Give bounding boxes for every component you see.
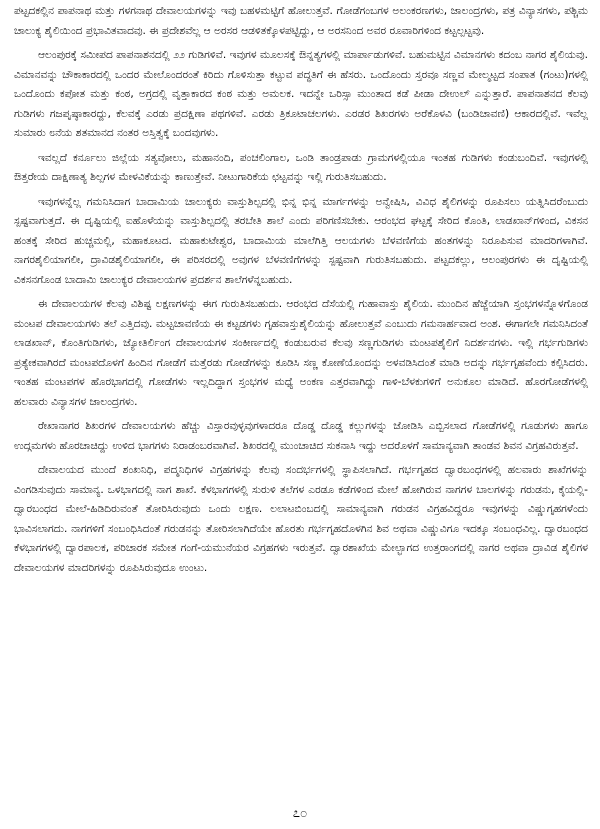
document-page <box>14 2 588 802</box>
paragraph-3: ಇವಲ್ಲದೆ ಕರ್ನೂಲು ಜಿಲ್ಲೆಯ ಸತ್ಯವೋಲು, ಮಹಾನಂದಿ, ಪಂಚಲಿಂಗಾಲ, ಒಂಡಿ ತಾಂಡ್ರಪಾಡು ಗ್ರಾಮಗಳಲ್ಲಿಯೂ ಇಂತಹ ಗುಡಿಗಳು ಕಂಡುಬಂದಿವೆ. ಇವುಗಳಲ್ಲಿ ಔತ್ತರೇಯ ದಾಕ್ಷಿಣಾತ್ಯ ಶಿಲ್ಪಗಳ ಮೇಳವಿಕೆಯನ್ನು ಕಾಣುತ್ತೇವೆ. ನೀಟುಗಾರಿಕೆಯ ಛಟ್ಟವನ್ನು ಇಲ್ಲಿ ಗುರುತಿಸಬಹುದು. <box>14 151 588 183</box>
paragraph-1: ಪಟ್ಟದಕಲ್ಲಿನ ಪಾಪನಾಥ ಮತ್ತು ಗಳಗನಾಥ ದೇವಾಲಯಗಳನ್ನು ಇವು ಬಹಳಮಟ್ಟಿಗೆ ಹೋಲುತ್ತವೆ. ಗೋಡೆಗಂಬಗಳ ಅಲಂಕರಣಗಳು, ಜಾಲಂದ್ರಗಳು, ಪತ್ರ ವಿನ್ಯಾಸಗಳು, ಪಶ್ಚಿಮ ಚಾಲುಕ್ಯ ಶೈಲಿಯಿಂದ ಪ್ರಭಾವಿತವಾದವು. ಈ ಪ್ರದೇಶವೆಲ್ಲ ಆ ಅರಸರ ಆಡಳಿತಕ್ಕೊಳಪಟ್ಟಿದ್ದು, ಆ ಅರಸನಿಂದ ಅವರ ರೂವಾರಿಗಳಿಂದ ಕಟ್ಟಲ್ಪಟ್ಟವು. <box>14 5 588 37</box>
paragraph-6: ರೇಖಾನಾಗರ ಶಿಖರಗಳ ದೇವಾಲಯಗಳು ಹೆಚ್ಚು ವಿಸ್ತಾರವುಳ್ಳವುಗಳಾದರೂ ದೊಡ್ಡ ದೊಡ್ಡ ಕಲ್ಲುಗಳನ್ನು ಜೋಡಿಸಿ ಎಬ್ಬಿಸಲಾದ ಗೋಡೆಗಳಲ್ಲಿ ಗೂಡುಗಳು ಹಾಗೂ ಉದ್ಗಮಗಳು ಹೊರಚಾಚಿದ್ದು ಉಳಿದ ಭಾಗಗಳು ನಿರಾಡಂಬರವಾಗಿವೆ. ಶಿಖರದಲ್ಲಿ ಮುಂಚಾಚಿದ ಸುಕನಾಸಿ ಇದ್ದು ಅದರೊಳಗೆ ಸಾಮಾನ್ಯವಾಗಿ ತಾಂಡವ ಶಿವನ ವಿಗ್ರಹವಿರುತ್ತವೆ. <box>14 420 588 452</box>
paragraph-4: ಇವುಗಳನ್ನೆಲ್ಲ ಗಮನಿಸಿದಾಗ ಬಾದಾಮಿಯ ಚಾಲುಕ್ಯರು ವಾಸ್ತುಶಿಲ್ಪದಲ್ಲಿ ಭಿನ್ನ ಭಿನ್ನ ಮಾರ್ಗಗಳನ್ನು ಅನ್ವೇಷಿಸಿ, ವಿವಿಧ ಶೈಲಿಗಳನ್ನು ರೂಪಿಸಲು ಯತ್ನಿಸಿದರೆಂಬುದು ಸ್ಪಷ್ಟವಾಗುತ್ತದೆ. ಈ ದೃಷ್ಟಿಯಲ್ಲಿ ಐಹೊಳೆಯನ್ನು ವಾಸ್ತುಶಿಲ್ಪದಲ್ಲಿ ತರಬೇತಿ ಶಾಲೆ ಎಂದು ಪರಿಗಣಿಸಬೇಕು. ಆರಂಭದ ಘಟ್ಟಕ್ಕೆ ಸೇರಿದ ಕೊಂತಿ, ಲಾಡಖಾನ್‌ಗಳಿಂದ, ವಿಕಸನ ಹಂತಕ್ಕೆ ಸೇರಿದ ಹುಚ್ಚಮಲ್ಲಿ, ಮಹಾಕೂಟದ. ಮಹಾಕುಟೇಶ್ವರ, ಬಾದಾಮಿಯ ಮಾಲೆಗಿತ್ತಿ ಆಲಯಗಳು ಬೆಳವಣಿಗೆಯ ಹಂತಗಳನ್ನು ನಿರೂಪಿಸುವ ಮಾದರಿಗಳಾಗಿವೆ. ನಾಗರಶೈಲಿಯಾಗಲೀ, ದ್ರಾವಿಡಶೈಲಿಯಾಗಲೀ, ಈ ಪರಿಸರದಲ್ಲಿ ಅವುಗಳ ಬೆಳವಣಿಗೆಗಳನ್ನು ಸ್ಪಷ್ಟವಾಗಿ ಗುರುತಿಸಬಹುದು. ಪಟ್ಟದಕಲ್ಲು, ಆಲಂಪುರಗಳು ಈ ದೃಷ್ಟಿಯಲ್ಲಿ ವಿಕಸನಗೊಂಡ ಬಾದಾಮಿ ಚಾಲುಕ್ಯರ ದೇವಾಲಯಗಳ ಪ್ರದರ್ಶನ ಶಾಲೆಗಳೆನ್ನಬಹುದು. <box>14 195 588 286</box>
paragraph-7: ದೇವಾಲಯದ ಮುಂದೆ ಶಂಖನಿಧಿ, ಪದ್ಮನಿಧಿಗಳ ವಿಗ್ರಹಗಳನ್ನು ಕೆಲವು ಸಂದರ್ಭಗಳಲ್ಲಿ ಸ್ಥಾಪಿಸಲಾಗಿದೆ. ಗರ್ಭಗೃಹದ ದ್ವಾರಬಂಧಗಳಲ್ಲಿ ಹಲವಾರು ಶಾಖೆಗಳನ್ನು ವಿಂಗಡಿಸುವುದು ಸಾಮಾನ್ಯ. ಒಳಭಾಗದಲ್ಲಿ ನಾಗ ಶಾಖೆ. ಕೆಳಭಾಗಗಳಲ್ಲಿ ಸುರುಳಿ ತಲೆಗಳ ಎರಡೂ ಕಡೆಗಳಿಂದ ಮೇಲೆ ಹೋಗಿರುವ ನಾಗಗಳ ಬಾಲಗಳನ್ನು ಗರುಡನು, ಕೈಯಲ್ಲಿ-ದ್ವಾರಬಂಧದ ಮೇಲೆ-ಹಿಡಿದಿರುವಂತೆ ತೋರಿಸಿರುವುದು ಒಂದು ಲಕ್ಷಣ. ಲಲಾಟಬಿಂಬದಲ್ಲಿ ಸಾಮಾನ್ಯವಾಗಿ ಗರುಡನ ವಿಗ್ರಹವಿದ್ದರೂ ಇವುಗಳನ್ನು ವಿಷ್ಣುಗೃಹಗಳೆಂದು ಭಾವಿಸಲಾಗದು. ನಾಗಗಳಿಗೆ ಸಂಬಂಧಿಸಿದಂತೆ ಗರುಡನನ್ನು ತೋರಿಸಲಾಗಿದೆಯೇ ಹೊರತು ಗರ್ಭಗೃಹದೊಳಗಿನ ಶಿವ ಅಥವಾ ವಿಷ್ಣುವಿಗೂ ಇದಕ್ಕೂ ಸಂಬಂಧವಿಲ್ಲ. ದ್ವಾರಬಂಧದ ಕೆಳಭಾಗಗಳಲ್ಲಿ ದ್ವಾರಪಾಲಕ, ಪರಿಚಾರಕ ಸಮೇತ ಗಂಗೆ-ಯಮುನೆಯರ ವಿಗ್ರಹಗಳು ಇರುತ್ತವೆ. ದ್ವಾರಶಾಖೆಯ ಮೇಲ್ಭಾಗದ ಉತ್ತರಾಂಗದಲ್ಲಿ ನಾಗರ ಅಥವಾ ದ್ರಾವಿಡ ಶೈಲಿಗಳ ದೇವಾಲಯಗಳ ಮಾದರಿಗಳನ್ನು ರೂಪಿಸಿರುವುದೂ ಉಂಟು. <box>14 464 589 574</box>
page-number: ೭೦ <box>292 806 308 821</box>
paragraph-5: ಈ ದೇವಾಲಯಗಳ ಕೆಲವು ವಿಶಿಷ್ಟ ಲಕ್ಷಣಗಳನ್ನು ಈಗ ಗುರುತಿಸಬಹುದು. ಆರಂಭದ ದೆಸೆಯಲ್ಲಿ ಗುಹಾವಾಸ್ತು ಶೈಲಿಯ. ಮುಂದಿನ ಹೆಜ್ಜೆಯಾಗಿ ಸ್ತಂಭಗಳನ್ನೊಳಗೊಂಡ ಮಂಟಪ ದೇವಾಲಯಗಳು ತಲೆ ಎತ್ತಿದವು. ಮಟ್ಟಚಾವಣಿಯ ಈ ಕಟ್ಟಡಗಳು ಗೃಹವಾಸ್ತುಶೈಲಿಯನ್ನು ಹೋಲುತ್ತವೆ ಎಂಬುದು ಗಮನಾರ್ಹವಾದ ಅಂಶ. ಈಗಾಗಲೇ ಗಮನಿಸಿದಂತೆ ಲಾಡಖಾನ್, ಕೊಂತಿಗುಡಿಗಳು, ಜ್ಯೋತಿರ್ಲಿಂಗ ದೇವಾಲಯಗಳ ಸಂಕೀರ್ಣದಲ್ಲಿ ಕಂಡುಬರುವ ಕೆಲವು ಸಣ್ಣಗುಡಿಗಳು ಮಂಟಪಶೈಲಿಗೆ ನಿದರ್ಶನಗಳು. ಇಲ್ಲಿ ಗರ್ಭಗುಡಿಗಳು ಪ್ರತ್ಯೇಕವಾಗಿರದೆ ಮಂಟಪದೊಳಗೆ ಹಿಂದಿನ ಗೋಡೆಗೆ ಮತ್ತೆರಡು ಗೋಡೆಗಳನ್ನು ಕೂಡಿಸಿ ಸಣ್ಣ ಕೋಣೆಯೊಂದನ್ನು ಅಳವಡಿಸಿದಂತೆ ಮಾಡಿ ಅದನ್ನು ಗರ್ಭಗೃಹವೆಂದು ಕಲ್ಪಿಸಿದರು. ಇಂತಹ ಮಂಟಪಗಳ ಹೊರಭಾಗದಲ್ಲಿ ಗೋಡೆಗಳು ಇಲ್ಲದಿದ್ದಾಗ ಸ್ತಂಭಗಳ ಮಧ್ಯೆ ಅಂಕಣ ಎತ್ತರವಾಗಿದ್ದು ಗಾಳಿ-ಬೆಳಕುಗಳಿಗೆ ಅನುಕೂಲ ಮಾಡಿದೆ. ಹೊರಗೋಡೆಗಳಲ್ಲಿ ಹಲವಾರು ವಿನ್ಯಾಸಗಳ ಜಾಲಂದ್ರಗಳು. <box>14 298 588 408</box>
paragraph-2: ಆಲಂಪುರಕ್ಕೆ ಸಮೀಪದ ಪಾಪನಾಶನದಲ್ಲಿ ೨೨ ಗುಡಿಗಳಿವೆ. ಇವುಗಳ ಮೂಲಸಕ್ಕೆ ಔನ್ನತ್ಯಗಳಲ್ಲಿ ಮಾರ್ಪಾಡುಗಳಿವೆ. ಬಹುಮಟ್ಟಿನ ವಿಮಾನಗಳು ಕದಂಬ ನಾಗರ ಶೈಲಿಯವು. ವಿಮಾನವನ್ನು ಚೌಕಾಕಾರದಲ್ಲಿ ಒಂದರ ಮೇಲೊಂದರಂತೆ ಕಿರಿದು ಗೊಳಿಸುತ್ತಾ ಕಟ್ಟುವ ಪದ್ಧತಿಗೆ ಈ ಹೆಸರು. ಒಂದೊಂದು ಸ್ತರವೂ ಸಣ್ಣವ ಮೇಲ್ಮಟ್ಟದ ಸಂಪಾತ (ಗಂಟು)ಗಳಲ್ಲಿ ಒಂದೊಂದು ಕಪೋತ ಮತ್ತು ಕಂಠ, ಅಗ್ರದಲ್ಲಿ ವೃತ್ತಾಕಾರದ ಕಂಠ ಮತ್ತು ಅಮಲಕ. ಇದನ್ನೇ ಒರಿಸ್ಸಾ ಮುಂತಾದ ಕಡೆ ಪೀಡಾ ದೇಉಲ್ ಎನ್ನುತ್ತಾರೆ. ಪಾಪನಾಶನದ ಕೆಲವು ಗುಡಿಗಳು ಗಜಪೃಷ್ಠಾಕಾರದ್ದು, ಕೆಲವಕ್ಕೆ ಎರಡು ಪ್ರದಕ್ಷಿಣಾ ಪಥಗಳಿವೆ. ಎರಡು ತ್ರಿಕೂಟಾಚಲಗಳು. ಎರಡರ ಶಿಖರಗಳು ಅರೆಕೊಳವಿ (ಬಂಡಿಚಾವಣಿ) ಆಕಾರದಲ್ಲಿವೆ. ಇವೆಲ್ಲ ಸುಮಾರು ೮ನೆಯ ಶತಮಾನದ ನಂತರ ಅಸ್ತಿತ್ವಕ್ಕೆ ಬಂದವುಗಳು. <box>14 49 588 139</box>
